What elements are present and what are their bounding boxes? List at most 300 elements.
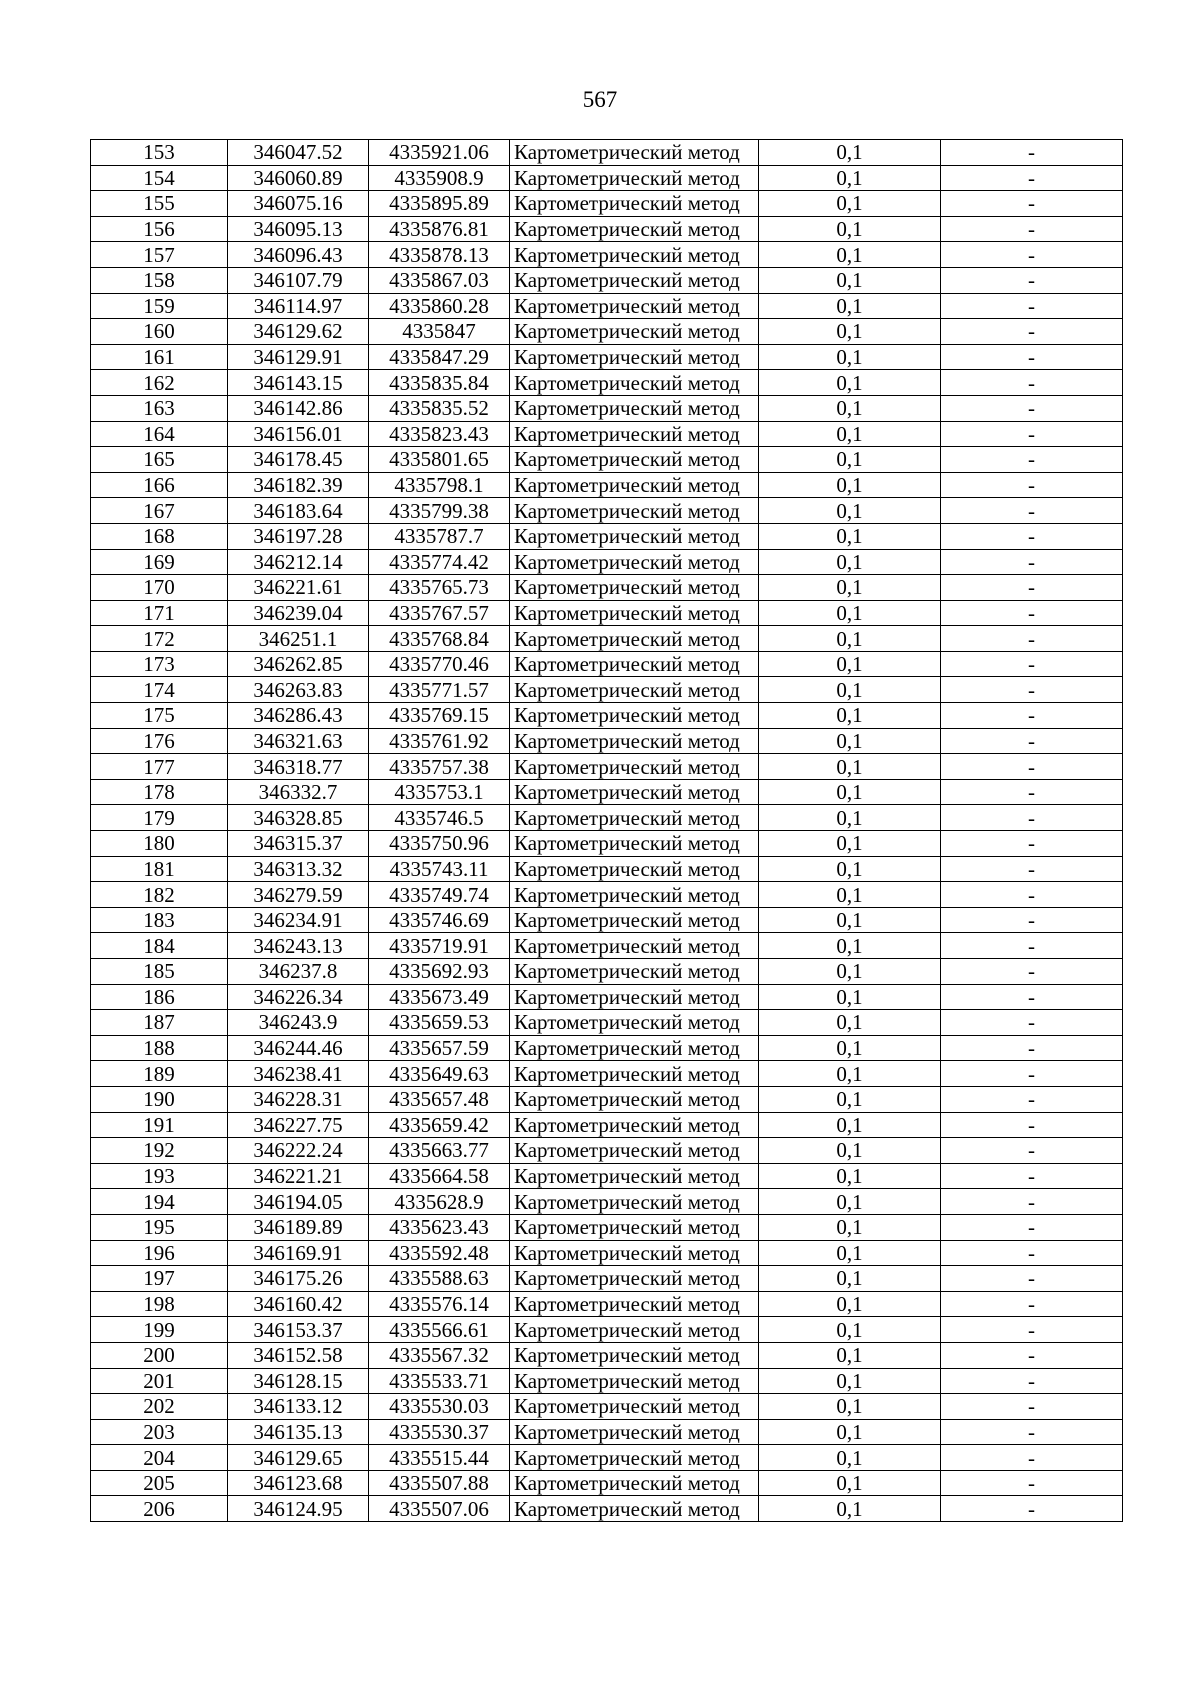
table-row <box>91 1061 1123 1087</box>
y-coordinate-cell: 4335530.37 <box>369 1419 510 1445</box>
method-cell: Картометрический метод <box>510 1214 759 1240</box>
method-cell: Картометрический метод <box>510 600 759 626</box>
point-number-cell: 194 <box>91 1189 228 1215</box>
description-cell: - <box>941 703 1123 729</box>
method-cell: Картометрический метод <box>510 472 759 498</box>
table-row <box>91 651 1123 677</box>
y-coordinate-cell: 4335657.48 <box>369 1086 510 1112</box>
point-number-cell: 159 <box>91 293 228 319</box>
table-row <box>91 882 1123 908</box>
point-number-cell: 199 <box>91 1317 228 1343</box>
accuracy-cell: 0,1 <box>759 856 941 882</box>
accuracy-cell: 0,1 <box>759 1086 941 1112</box>
x-coordinate-cell: 346238.41 <box>228 1061 369 1087</box>
description-cell: - <box>941 1266 1123 1292</box>
accuracy-cell: 0,1 <box>759 319 941 345</box>
x-coordinate-cell: 346321.63 <box>228 728 369 754</box>
x-coordinate-cell: 346156.01 <box>228 421 369 447</box>
x-coordinate-cell: 346243.9 <box>228 1010 369 1036</box>
x-coordinate-cell: 346135.13 <box>228 1419 369 1445</box>
x-coordinate-cell: 346183.64 <box>228 498 369 524</box>
y-coordinate-cell: 4335847 <box>369 319 510 345</box>
description-cell: - <box>941 959 1123 985</box>
method-cell: Картометрический метод <box>510 984 759 1010</box>
table-row <box>91 703 1123 729</box>
point-number-cell: 182 <box>91 882 228 908</box>
table-row <box>91 1291 1123 1317</box>
accuracy-cell: 0,1 <box>759 984 941 1010</box>
x-coordinate-cell: 346128.15 <box>228 1368 369 1394</box>
accuracy-cell: 0,1 <box>759 1342 941 1368</box>
y-coordinate-cell: 4335767.57 <box>369 600 510 626</box>
point-number-cell: 171 <box>91 600 228 626</box>
y-coordinate-cell: 4335673.49 <box>369 984 510 1010</box>
table-row <box>91 498 1123 524</box>
point-number-cell: 153 <box>91 140 228 166</box>
method-cell: Картометрический метод <box>510 293 759 319</box>
table-row <box>91 319 1123 345</box>
accuracy-cell: 0,1 <box>759 805 941 831</box>
x-coordinate-cell: 346169.91 <box>228 1240 369 1266</box>
x-coordinate-cell: 346332.7 <box>228 779 369 805</box>
accuracy-cell: 0,1 <box>759 1470 941 1496</box>
description-cell: - <box>941 293 1123 319</box>
description-cell: - <box>941 1163 1123 1189</box>
accuracy-cell: 0,1 <box>759 1061 941 1087</box>
point-number-cell: 203 <box>91 1419 228 1445</box>
table-row <box>91 959 1123 985</box>
table-row <box>91 1368 1123 1394</box>
point-number-cell: 175 <box>91 703 228 729</box>
y-coordinate-cell: 4335860.28 <box>369 293 510 319</box>
method-cell: Картометрический метод <box>510 140 759 166</box>
coordinates-table <box>90 139 1123 1522</box>
x-coordinate-cell: 346227.75 <box>228 1112 369 1138</box>
table-row <box>91 626 1123 652</box>
x-coordinate-cell: 346153.37 <box>228 1317 369 1343</box>
method-cell: Картометрический метод <box>510 728 759 754</box>
method-cell: Картометрический метод <box>510 779 759 805</box>
y-coordinate-cell: 4335835.84 <box>369 370 510 396</box>
point-number-cell: 196 <box>91 1240 228 1266</box>
accuracy-cell: 0,1 <box>759 1266 941 1292</box>
point-number-cell: 167 <box>91 498 228 524</box>
table-row <box>91 1035 1123 1061</box>
method-cell: Картометрический метод <box>510 1368 759 1394</box>
x-coordinate-cell: 346114.97 <box>228 293 369 319</box>
accuracy-cell: 0,1 <box>759 523 941 549</box>
table-row <box>91 395 1123 421</box>
table-row <box>91 1163 1123 1189</box>
description-cell: - <box>941 370 1123 396</box>
table-row <box>91 1010 1123 1036</box>
point-number-cell: 198 <box>91 1291 228 1317</box>
method-cell: Картометрический метод <box>510 575 759 601</box>
point-number-cell: 174 <box>91 677 228 703</box>
method-cell: Картометрический метод <box>510 882 759 908</box>
table-row <box>91 191 1123 217</box>
accuracy-cell: 0,1 <box>759 472 941 498</box>
table-row <box>91 1240 1123 1266</box>
y-coordinate-cell: 4335515.44 <box>369 1445 510 1471</box>
table-row <box>91 370 1123 396</box>
point-number-cell: 187 <box>91 1010 228 1036</box>
y-coordinate-cell: 4335835.52 <box>369 395 510 421</box>
table-row <box>91 754 1123 780</box>
accuracy-cell: 0,1 <box>759 1010 941 1036</box>
accuracy-cell: 0,1 <box>759 267 941 293</box>
method-cell: Картометрический метод <box>510 523 759 549</box>
y-coordinate-cell: 4335628.9 <box>369 1189 510 1215</box>
accuracy-cell: 0,1 <box>759 651 941 677</box>
y-coordinate-cell: 4335588.63 <box>369 1266 510 1292</box>
y-coordinate-cell: 4335663.77 <box>369 1138 510 1164</box>
point-number-cell: 206 <box>91 1496 228 1522</box>
point-number-cell: 189 <box>91 1061 228 1087</box>
table-row <box>91 216 1123 242</box>
y-coordinate-cell: 4335530.03 <box>369 1394 510 1420</box>
y-coordinate-cell: 4335750.96 <box>369 831 510 857</box>
x-coordinate-cell: 346244.46 <box>228 1035 369 1061</box>
accuracy-cell: 0,1 <box>759 140 941 166</box>
method-cell: Картометрический метод <box>510 1035 759 1061</box>
point-number-cell: 201 <box>91 1368 228 1394</box>
table-row <box>91 1496 1123 1522</box>
y-coordinate-cell: 4335719.91 <box>369 933 510 959</box>
accuracy-cell: 0,1 <box>759 831 941 857</box>
point-number-cell: 200 <box>91 1342 228 1368</box>
x-coordinate-cell: 346133.12 <box>228 1394 369 1420</box>
table-row <box>91 1470 1123 1496</box>
y-coordinate-cell: 4335692.93 <box>369 959 510 985</box>
method-cell: Картометрический метод <box>510 703 759 729</box>
point-number-cell: 158 <box>91 267 228 293</box>
x-coordinate-cell: 346226.34 <box>228 984 369 1010</box>
x-coordinate-cell: 346143.15 <box>228 370 369 396</box>
y-coordinate-cell: 4335533.71 <box>369 1368 510 1394</box>
point-number-cell: 170 <box>91 575 228 601</box>
table-row <box>91 805 1123 831</box>
point-number-cell: 155 <box>91 191 228 217</box>
x-coordinate-cell: 346107.79 <box>228 267 369 293</box>
description-cell: - <box>941 754 1123 780</box>
table-row <box>91 779 1123 805</box>
accuracy-cell: 0,1 <box>759 1317 941 1343</box>
x-coordinate-cell: 346243.13 <box>228 933 369 959</box>
description-cell: - <box>941 575 1123 601</box>
y-coordinate-cell: 4335746.5 <box>369 805 510 831</box>
method-cell: Картометрический метод <box>510 395 759 421</box>
accuracy-cell: 0,1 <box>759 191 941 217</box>
method-cell: Картометрический метод <box>510 907 759 933</box>
method-cell: Картометрический метод <box>510 1419 759 1445</box>
description-cell: - <box>941 626 1123 652</box>
y-coordinate-cell: 4335659.42 <box>369 1112 510 1138</box>
accuracy-cell: 0,1 <box>759 165 941 191</box>
y-coordinate-cell: 4335507.06 <box>369 1496 510 1522</box>
x-coordinate-cell: 346251.1 <box>228 626 369 652</box>
accuracy-cell: 0,1 <box>759 600 941 626</box>
point-number-cell: 184 <box>91 933 228 959</box>
y-coordinate-cell: 4335566.61 <box>369 1317 510 1343</box>
x-coordinate-cell: 346194.05 <box>228 1189 369 1215</box>
description-cell: - <box>941 1470 1123 1496</box>
point-number-cell: 173 <box>91 651 228 677</box>
point-number-cell: 169 <box>91 549 228 575</box>
y-coordinate-cell: 4335664.58 <box>369 1163 510 1189</box>
y-coordinate-cell: 4335753.1 <box>369 779 510 805</box>
x-coordinate-cell: 346222.24 <box>228 1138 369 1164</box>
method-cell: Картометрический метод <box>510 1496 759 1522</box>
method-cell: Картометрический метод <box>510 1266 759 1292</box>
point-number-cell: 204 <box>91 1445 228 1471</box>
x-coordinate-cell: 346047.52 <box>228 140 369 166</box>
x-coordinate-cell: 346279.59 <box>228 882 369 908</box>
y-coordinate-cell: 4335895.89 <box>369 191 510 217</box>
point-number-cell: 193 <box>91 1163 228 1189</box>
x-coordinate-cell: 346237.8 <box>228 959 369 985</box>
accuracy-cell: 0,1 <box>759 933 941 959</box>
accuracy-cell: 0,1 <box>759 754 941 780</box>
point-number-cell: 188 <box>91 1035 228 1061</box>
point-number-cell: 168 <box>91 523 228 549</box>
description-cell: - <box>941 856 1123 882</box>
point-number-cell: 166 <box>91 472 228 498</box>
point-number-cell: 164 <box>91 421 228 447</box>
method-cell: Картометрический метод <box>510 754 759 780</box>
accuracy-cell: 0,1 <box>759 421 941 447</box>
y-coordinate-cell: 4335746.69 <box>369 907 510 933</box>
method-cell: Картометрический метод <box>510 1240 759 1266</box>
y-coordinate-cell: 4335649.63 <box>369 1061 510 1087</box>
y-coordinate-cell: 4335771.57 <box>369 677 510 703</box>
table-row <box>91 549 1123 575</box>
description-cell: - <box>941 447 1123 473</box>
description-cell: - <box>941 498 1123 524</box>
x-coordinate-cell: 346095.13 <box>228 216 369 242</box>
method-cell: Картометрический метод <box>510 447 759 473</box>
accuracy-cell: 0,1 <box>759 293 941 319</box>
x-coordinate-cell: 346197.28 <box>228 523 369 549</box>
y-coordinate-cell: 4335743.11 <box>369 856 510 882</box>
table-row <box>91 1394 1123 1420</box>
method-cell: Картометрический метод <box>510 856 759 882</box>
y-coordinate-cell: 4335769.15 <box>369 703 510 729</box>
point-number-cell: 176 <box>91 728 228 754</box>
point-number-cell: 157 <box>91 242 228 268</box>
description-cell: - <box>941 933 1123 959</box>
table-row <box>91 1266 1123 1292</box>
description-cell: - <box>941 1138 1123 1164</box>
description-cell: - <box>941 1214 1123 1240</box>
description-cell: - <box>941 805 1123 831</box>
x-coordinate-cell: 346096.43 <box>228 242 369 268</box>
accuracy-cell: 0,1 <box>759 626 941 652</box>
y-coordinate-cell: 4335908.9 <box>369 165 510 191</box>
description-cell: - <box>941 421 1123 447</box>
description-cell: - <box>941 1394 1123 1420</box>
y-coordinate-cell: 4335507.88 <box>369 1470 510 1496</box>
x-coordinate-cell: 346129.91 <box>228 344 369 370</box>
point-number-cell: 181 <box>91 856 228 882</box>
table-row <box>91 1112 1123 1138</box>
y-coordinate-cell: 4335592.48 <box>369 1240 510 1266</box>
point-number-cell: 202 <box>91 1394 228 1420</box>
accuracy-cell: 0,1 <box>759 1189 941 1215</box>
accuracy-cell: 0,1 <box>759 882 941 908</box>
description-cell: - <box>941 779 1123 805</box>
description-cell: - <box>941 242 1123 268</box>
table-row <box>91 1445 1123 1471</box>
description-cell: - <box>941 165 1123 191</box>
description-cell: - <box>941 1086 1123 1112</box>
y-coordinate-cell: 4335765.73 <box>369 575 510 601</box>
point-number-cell: 162 <box>91 370 228 396</box>
table-row <box>91 1086 1123 1112</box>
y-coordinate-cell: 4335757.38 <box>369 754 510 780</box>
table-row <box>91 165 1123 191</box>
description-cell: - <box>941 651 1123 677</box>
point-number-cell: 191 <box>91 1112 228 1138</box>
point-number-cell: 165 <box>91 447 228 473</box>
accuracy-cell: 0,1 <box>759 242 941 268</box>
x-coordinate-cell: 346152.58 <box>228 1342 369 1368</box>
table-row <box>91 856 1123 882</box>
method-cell: Картометрический метод <box>510 805 759 831</box>
method-cell: Картометрический метод <box>510 1086 759 1112</box>
table-row <box>91 242 1123 268</box>
method-cell: Картометрический метод <box>510 421 759 447</box>
description-cell: - <box>941 1035 1123 1061</box>
description-cell: - <box>941 1445 1123 1471</box>
method-cell: Картометрический метод <box>510 626 759 652</box>
method-cell: Картометрический метод <box>510 1010 759 1036</box>
point-number-cell: 161 <box>91 344 228 370</box>
method-cell: Картометрический метод <box>510 651 759 677</box>
point-number-cell: 192 <box>91 1138 228 1164</box>
table-row <box>91 523 1123 549</box>
x-coordinate-cell: 346129.62 <box>228 319 369 345</box>
accuracy-cell: 0,1 <box>759 1445 941 1471</box>
accuracy-cell: 0,1 <box>759 216 941 242</box>
point-number-cell: 197 <box>91 1266 228 1292</box>
description-cell: - <box>941 1189 1123 1215</box>
method-cell: Картометрический метод <box>510 959 759 985</box>
x-coordinate-cell: 346160.42 <box>228 1291 369 1317</box>
x-coordinate-cell: 346142.86 <box>228 395 369 421</box>
table-row <box>91 1214 1123 1240</box>
accuracy-cell: 0,1 <box>759 370 941 396</box>
x-coordinate-cell: 346263.83 <box>228 677 369 703</box>
y-coordinate-cell: 4335770.46 <box>369 651 510 677</box>
table-row <box>91 293 1123 319</box>
accuracy-cell: 0,1 <box>759 1035 941 1061</box>
description-cell: - <box>941 600 1123 626</box>
y-coordinate-cell: 4335801.65 <box>369 447 510 473</box>
x-coordinate-cell: 346178.45 <box>228 447 369 473</box>
table-row <box>91 1189 1123 1215</box>
description-cell: - <box>941 907 1123 933</box>
accuracy-cell: 0,1 <box>759 1163 941 1189</box>
method-cell: Картометрический метод <box>510 1061 759 1087</box>
description-cell: - <box>941 191 1123 217</box>
description-cell: - <box>941 1010 1123 1036</box>
method-cell: Картометрический метод <box>510 677 759 703</box>
x-coordinate-cell: 346318.77 <box>228 754 369 780</box>
point-number-cell: 177 <box>91 754 228 780</box>
point-number-cell: 163 <box>91 395 228 421</box>
method-cell: Картометрический метод <box>510 549 759 575</box>
y-coordinate-cell: 4335768.84 <box>369 626 510 652</box>
method-cell: Картометрический метод <box>510 1138 759 1164</box>
accuracy-cell: 0,1 <box>759 1240 941 1266</box>
method-cell: Картометрический метод <box>510 191 759 217</box>
table-row <box>91 575 1123 601</box>
x-coordinate-cell: 346060.89 <box>228 165 369 191</box>
table-row <box>91 933 1123 959</box>
y-coordinate-cell: 4335921.06 <box>369 140 510 166</box>
description-cell: - <box>941 1317 1123 1343</box>
x-coordinate-cell: 346313.32 <box>228 856 369 882</box>
accuracy-cell: 0,1 <box>759 677 941 703</box>
description-cell: - <box>941 267 1123 293</box>
description-cell: - <box>941 319 1123 345</box>
method-cell: Картометрический метод <box>510 267 759 293</box>
accuracy-cell: 0,1 <box>759 549 941 575</box>
table-row <box>91 728 1123 754</box>
method-cell: Картометрический метод <box>510 1470 759 1496</box>
y-coordinate-cell: 4335847.29 <box>369 344 510 370</box>
method-cell: Картометрический метод <box>510 1163 759 1189</box>
table-row <box>91 140 1123 166</box>
accuracy-cell: 0,1 <box>759 728 941 754</box>
table-row <box>91 421 1123 447</box>
method-cell: Картометрический метод <box>510 242 759 268</box>
x-coordinate-cell: 346124.95 <box>228 1496 369 1522</box>
description-cell: - <box>941 1291 1123 1317</box>
y-coordinate-cell: 4335799.38 <box>369 498 510 524</box>
accuracy-cell: 0,1 <box>759 1291 941 1317</box>
table-row <box>91 472 1123 498</box>
accuracy-cell: 0,1 <box>759 344 941 370</box>
point-number-cell: 205 <box>91 1470 228 1496</box>
point-number-cell: 190 <box>91 1086 228 1112</box>
description-cell: - <box>941 523 1123 549</box>
x-coordinate-cell: 346123.68 <box>228 1470 369 1496</box>
description-cell: - <box>941 344 1123 370</box>
description-cell: - <box>941 1496 1123 1522</box>
accuracy-cell: 0,1 <box>759 1394 941 1420</box>
table-row <box>91 1138 1123 1164</box>
x-coordinate-cell: 346239.04 <box>228 600 369 626</box>
x-coordinate-cell: 346262.85 <box>228 651 369 677</box>
accuracy-cell: 0,1 <box>759 1112 941 1138</box>
y-coordinate-cell: 4335761.92 <box>369 728 510 754</box>
method-cell: Картометрический метод <box>510 933 759 959</box>
accuracy-cell: 0,1 <box>759 1214 941 1240</box>
x-coordinate-cell: 346175.26 <box>228 1266 369 1292</box>
method-cell: Картометрический метод <box>510 370 759 396</box>
y-coordinate-cell: 4335787.7 <box>369 523 510 549</box>
x-coordinate-cell: 346286.43 <box>228 703 369 729</box>
point-number-cell: 185 <box>91 959 228 985</box>
description-cell: - <box>941 1368 1123 1394</box>
table-row <box>91 1317 1123 1343</box>
y-coordinate-cell: 4335774.42 <box>369 549 510 575</box>
x-coordinate-cell: 346315.37 <box>228 831 369 857</box>
table-row <box>91 1419 1123 1445</box>
point-number-cell: 195 <box>91 1214 228 1240</box>
